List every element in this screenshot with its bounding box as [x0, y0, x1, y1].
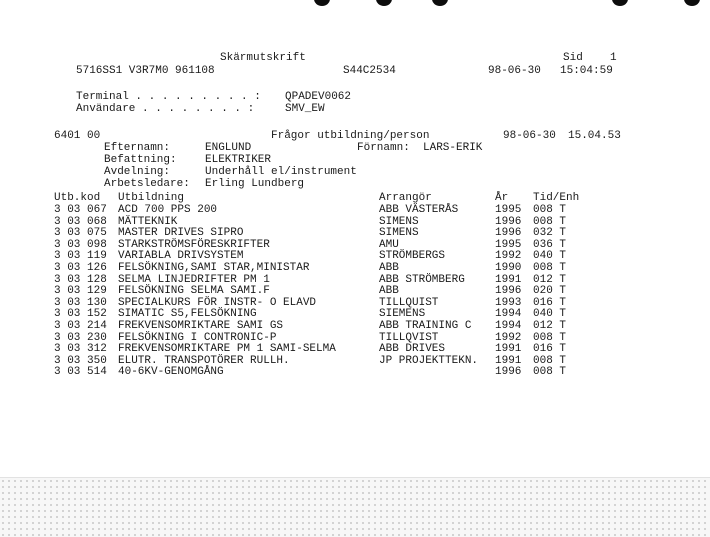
row-course: SIMATIC S5,FELSÖKNING: [118, 308, 257, 321]
surname-value: ENGLUND: [205, 142, 252, 154]
page-label: Sid: [563, 52, 583, 64]
row-code: 3 03 128: [54, 273, 107, 286]
row-organizer: ABB STRÖMBERG: [379, 273, 465, 286]
row-code: 3 03 130: [54, 296, 107, 309]
row-duration: 008 T: [533, 215, 567, 228]
row-code: 3 03 214: [54, 320, 107, 332]
row-code: 3 03 098: [54, 238, 107, 251]
row-code: 3 03 152: [54, 308, 107, 321]
column-header-year: År: [495, 192, 509, 204]
binding-hole-mark: [376, 0, 392, 6]
department-label: Avdelning:: [104, 166, 171, 178]
print-date: 98-06-30: [488, 65, 541, 77]
row-year: 1995: [495, 204, 522, 216]
column-header-duration: Tid/Enh: [533, 192, 580, 204]
row-code: 3 03 119: [54, 250, 107, 263]
row-organizer: TILLQUIST: [379, 296, 439, 309]
system-line: 5716SS1 V3R7M0 961108: [76, 65, 215, 77]
row-year: 1991: [495, 343, 522, 356]
manager-label: Arbetsledare:: [104, 178, 190, 190]
row-code: 3 03 230: [54, 331, 107, 344]
row-organizer: TILLQVIST: [379, 331, 439, 344]
row-year: 1992: [495, 250, 522, 263]
row-year: 1996: [495, 227, 522, 240]
row-organizer: ABB VÄSTERÅS: [379, 204, 459, 216]
row-course: STARKSTRÖMSFÖRESKRIFTER: [118, 238, 270, 251]
position-label: Befattning:: [104, 154, 177, 166]
firstname-value: LARS-ERIK: [423, 142, 483, 154]
row-duration: 008 T: [533, 331, 567, 344]
department-value: Underhåll el/instrument: [205, 166, 357, 178]
print-time: 15:04:59: [560, 65, 613, 77]
row-course: VARIABLA DRIVSYSTEM: [118, 250, 244, 263]
row-duration: 008 T: [533, 204, 567, 216]
row-duration: 012 T: [533, 320, 567, 332]
row-duration: 040 T: [533, 308, 567, 321]
row-course: ELUTR. TRANSPOTÖRER RULLH.: [118, 354, 290, 367]
terminal-label: Terminal . . . . . . . . . :: [76, 91, 261, 103]
row-code: 3 03 067: [54, 204, 107, 216]
row-year: 1991: [495, 273, 522, 286]
row-year: 1993: [495, 296, 522, 309]
row-code: 3 03 350: [54, 354, 107, 367]
row-year: 1996: [495, 366, 522, 379]
row-organizer: STRÖMBERGS: [379, 250, 446, 263]
row-course: FELSÖKNING I CONTRONIC-P: [118, 331, 277, 344]
row-duration: 008 T: [533, 354, 567, 367]
binding-hole-mark: [314, 0, 330, 6]
row-organizer: SIMENS: [379, 215, 419, 228]
row-organizer: ABB DRIVES: [379, 343, 446, 356]
screen-code: 6401 00: [54, 130, 101, 142]
binding-hole-mark: [432, 0, 448, 6]
firstname-label: Förnamn:: [357, 142, 410, 154]
row-course: SPECIALKURS FÖR INSTR- O ELAVD: [118, 296, 317, 309]
row-duration: 036 T: [533, 238, 567, 251]
row-duration: 008 T: [533, 366, 567, 379]
row-duration: 016 T: [533, 296, 567, 309]
background-pattern: [0, 478, 710, 537]
system-code: S44C2534: [343, 65, 396, 77]
row-course: 40-6KV-GENOMGÅNG: [118, 366, 224, 379]
row-organizer: SIMENS: [379, 227, 419, 240]
row-code: 3 03 129: [54, 285, 107, 298]
row-course: ACD 700 PPS 200: [118, 204, 218, 216]
user-label: Användare . . . . . . . . :: [76, 103, 255, 115]
row-duration: 012 T: [533, 273, 567, 286]
binding-hole-mark: [684, 0, 700, 6]
terminal-value: QPADEV0062: [285, 91, 352, 103]
row-duration: 040 T: [533, 250, 567, 263]
row-organizer: AMU: [379, 238, 399, 251]
row-year: 1996: [495, 285, 522, 298]
page-number: 1: [610, 52, 617, 64]
row-duration: 020 T: [533, 285, 567, 298]
row-organizer: ABB: [379, 285, 399, 298]
row-course: MÄTTEKNIK: [118, 215, 178, 228]
print-title: Skärmutskrift: [220, 52, 306, 64]
row-course: FREKVENSOMRIKTARE SAMI GS: [118, 320, 284, 332]
row-code: 3 03 126: [54, 262, 107, 274]
column-header-organizer: Arrangör: [379, 192, 432, 204]
row-duration: 008 T: [533, 262, 567, 274]
surname-label: Efternamn:: [104, 142, 171, 154]
row-organizer: SIEMENS: [379, 308, 426, 321]
row-course: FREKVENSOMRIKTARE PM 1 SAMI-SELMA: [118, 343, 336, 356]
position-value: ELEKTRIKER: [205, 154, 272, 166]
user-value: SMV_EW: [285, 103, 325, 115]
binding-hole-mark: [612, 0, 628, 6]
row-year: 1990: [495, 262, 522, 274]
screen-date: 98-06-30: [503, 130, 556, 142]
row-organizer: ABB: [379, 262, 399, 274]
row-duration: 032 T: [533, 227, 567, 240]
row-course: SELMA LINJEDRIFTER PM 1: [118, 273, 270, 286]
screen-time: 15.04.53: [568, 130, 621, 142]
row-duration: 016 T: [533, 343, 567, 356]
row-year: 1994: [495, 320, 522, 332]
row-code: 3 03 514: [54, 366, 107, 379]
row-organizer: JP PROJEKTTEKN.: [379, 354, 479, 367]
row-year: 1994: [495, 308, 522, 321]
row-course: FELSÖKNING,SAMI STAR,MINISTAR: [118, 262, 310, 274]
row-year: 1996: [495, 215, 522, 228]
row-year: 1991: [495, 354, 522, 367]
row-code: 3 03 075: [54, 227, 107, 240]
row-course: MASTER DRIVES SIPRO: [118, 227, 244, 240]
row-year: 1992: [495, 331, 522, 344]
column-header-course: Utbildning: [118, 192, 185, 204]
row-code: 3 03 312: [54, 343, 107, 356]
row-code: 3 03 068: [54, 215, 107, 228]
manager-value: Erling Lundberg: [205, 178, 305, 190]
row-year: 1995: [495, 238, 522, 251]
screen-title: Frågor utbildning/person: [271, 130, 430, 142]
row-organizer: ABB TRAINING C: [379, 320, 472, 332]
row-course: FELSÖKNING SELMA SAMI.F: [118, 285, 270, 298]
column-header-code: Utb.kod: [54, 192, 101, 204]
